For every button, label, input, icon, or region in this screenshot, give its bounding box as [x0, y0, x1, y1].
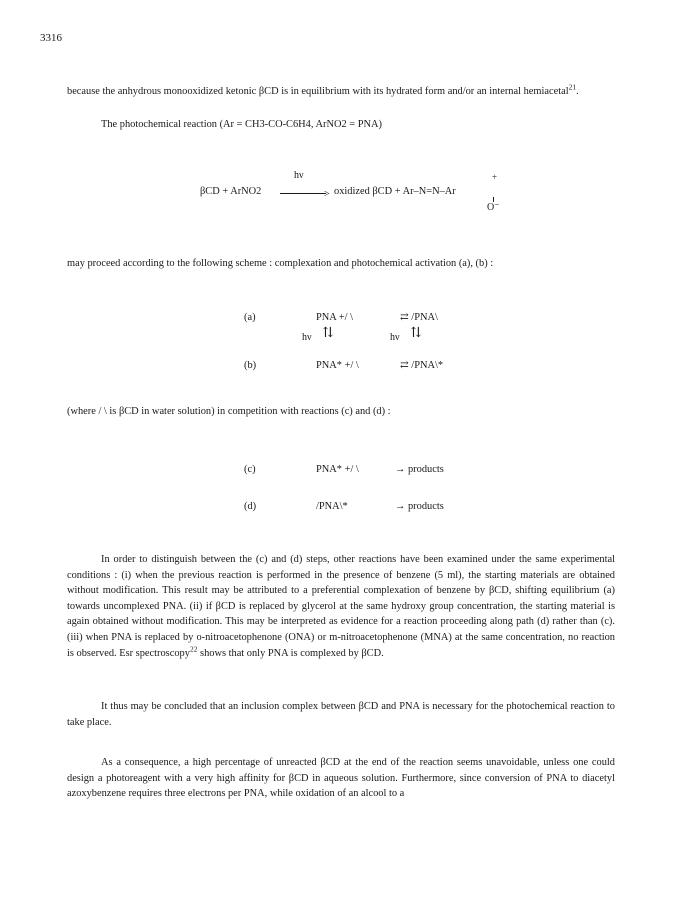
paragraph-consequence [67, 755, 615, 802]
equation-oxygen-minus: O⁻ [487, 202, 500, 213]
scheme-label-c: (c) [244, 464, 256, 475]
paragraph-competition [67, 404, 615, 420]
paragraph-text: As a consequence, a high percentage of unreacted βCD at the end of the reaction seems unavoidable, unless one could design a photoreagent with a very high affinity for βCD in aqueous solution. Furthermore, since conversion of PNA to diacetyl azoxybenzene requires three electrons per PNA, while oxidation of an alcool to a [67, 757, 615, 800]
equation-arrow-head: > [324, 189, 330, 200]
scheme-b-right: ⇄ /PNA\* [400, 360, 444, 371]
paragraph-text: In order to distinguish between the (c) and (d) steps, other reactions have been examined under the same experimental conditions : (i) when the previous reaction is performed in the presence of benzene (5 ml), the starting materials are obtained without modification. This result may be attributed to a preferential complexation of benzene by βCD, shifting equilibrium (a) towards uncomplexed PNA. (ii) if βCD is replaced by glycerol at the same hydroxy group concentration, the starting material is again obtained without modification. This may be interpreted as evidence for a reaction proceeding along path (d) rather than (c). (iii) when PNA is replaced by o-nitroacetophenone (ONA) or m-nitroacetophenone (MNA) at the same concentration, no reaction is observed. Esr spectroscopy [67, 554, 615, 659]
paragraph-conclusion [67, 699, 615, 730]
paragraph-end: . [576, 86, 579, 97]
reference-21: 21 [568, 82, 577, 92]
reference-22: 22 [189, 644, 198, 654]
scheme-label-a: (a) [244, 312, 256, 323]
paragraph-scheme-intro [67, 256, 615, 272]
equation-plus-charge: + [492, 172, 498, 182]
updown-arrow-left-icon: ⇅ [322, 326, 334, 341]
scheme-a-right: ⇄ /PNA\ [400, 312, 438, 323]
paragraph-distinguish-steps [67, 552, 615, 661]
scheme-a-left: PNA +/ \ [316, 312, 354, 323]
scheme-d-right: → products [395, 501, 444, 512]
paragraph-text: may proceed according to the following scheme : complexation and photochemical activation (a), (b) : [67, 258, 494, 269]
paragraph-photochemical-reaction [67, 117, 615, 133]
reaction-equation [200, 168, 500, 216]
paragraph-text: The photochemical reaction (Ar = CH3-CO-C6H4, ArNO2 = PNA) [101, 119, 382, 130]
scheme-c-right: → products [395, 464, 444, 475]
scheme-complexation [0, 300, 676, 380]
paragraph-text: because the anhydrous monooxidized ketonic βCD is in equilibrium with its hydrated form and/or an internal hemiacetal [67, 86, 569, 97]
hv-right-label: hν [390, 332, 400, 343]
scheme-b-left: PNA* +/ \ [316, 360, 359, 371]
page-number: 3316 [40, 32, 62, 44]
paragraph-text: (where / \ is βCD in water solution) in competition with reactions (c) and (d) : [67, 406, 391, 417]
scheme-label-d: (d) [244, 501, 257, 512]
equation-arrow-line [280, 193, 326, 194]
equation-arrow-label: hν [294, 170, 304, 181]
scheme-competition [0, 460, 676, 520]
hv-left-label: hν [302, 332, 312, 343]
equation-reactants: βCD + ArNO2 [200, 186, 262, 197]
paragraph-hemiacetal [67, 84, 615, 100]
updown-arrow-right-icon: ⇅ [410, 326, 422, 341]
paragraph-text: It thus may be concluded that an inclusion complex between βCD and PNA is necessary for the photochemical reaction to take place. [67, 701, 615, 728]
equation-products: oxidized βCD + Ar–N=N–Ar [334, 186, 456, 197]
scheme-label-b: (b) [244, 360, 257, 371]
scheme-d-left: /PNA\* [316, 501, 348, 512]
scheme-c-left: PNA* +/ \ [316, 464, 359, 475]
paragraph-tail: shows that only PNA is complexed by βCD. [197, 647, 384, 659]
